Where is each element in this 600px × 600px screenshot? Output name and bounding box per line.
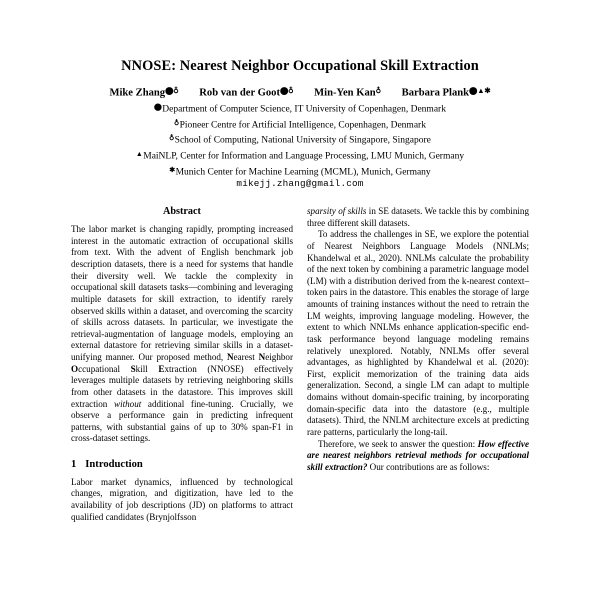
research-question-paragraph bbox=[307, 439, 529, 474]
abstract-text-1: The labor market is changing rapidly, prompting increased interest in the automatic extraction of occupational skills from text. With the advent of English benchmark job description datasets, there is a need for systems that handle their diversity well. We tackle the complexity in occupational skill datasets tasks—combining and leveraging multiple datasets for skill extraction, to identify rarely observed skills within a dataset, and overcoming the scarcity of skills across datasets. In particular, we investigate the retrieval-augmentation of language models, employing an external datastore for retrieving similar skills in a dataset-unifying manner. Our proposed method, bbox=[71, 224, 293, 363]
continued-emphasis: sparsity of skills bbox=[307, 206, 367, 216]
method-word-4: kill bbox=[135, 363, 159, 374]
section-heading-introduction bbox=[71, 459, 293, 471]
affiliation-text: School of Computing, National University of Singapore, Singapore bbox=[174, 135, 431, 146]
method-initial: N bbox=[258, 352, 266, 363]
method-initial: E bbox=[158, 363, 165, 374]
continued-paragraph bbox=[307, 206, 529, 229]
method-word-1: earest bbox=[233, 352, 259, 363]
affiliation-symbol: ♁ bbox=[174, 118, 180, 127]
column-left bbox=[71, 206, 293, 523]
introduction-paragraph: Labor market dynamics, influenced by technological changes, migration, and digitization, have led to the availability of job descriptions (JD) on platforms to attract qualified candidates (Brynjolfsson bbox=[71, 476, 293, 522]
affiliation-line bbox=[40, 101, 560, 117]
body-paragraph: To address the challenges in SE, we explore the potential of Nearest Neighbors Language Models (NNLMs; Khandelwal et al., 2020). NNLMs calculate the probability of the next token by combining a parametric language model (LM) with a distribution derived from the k-nearest context–token pairs in the datastore. This enables the storage of large amounts of training instances without the need to retrain the LM weights, improving language modeling. However, the extent to which NNLMs enhance application-specific end-task performance beyond language modeling remains relatively unexplored. Notably, NNLMs offer several advantages, as highlighted by Khandelwal et al. (2020): First, explicit memorization of the training data aids generalization. Second, a single LM can adapt to multiple domains without domain-specific training, by incorporating domain-specific data into the datastore (e.g., multiple datasets). Third, the NNLM architecture excels at predicting rare patterns, particularly the long-tail. bbox=[307, 229, 529, 437]
affiliation-text: Munich Center for Machine Learning (MCML), Munich, Germany bbox=[175, 167, 431, 178]
affiliation-text: MaiNLP, Center for Information and Language Processing, LMU Munich, Germany bbox=[143, 151, 465, 162]
affiliation-symbol: ▲ bbox=[135, 150, 143, 159]
author-list bbox=[50, 86, 550, 99]
rq-trailing: Our contributions are as follows: bbox=[367, 461, 490, 472]
method-initial: S bbox=[130, 363, 136, 374]
affiliation-list bbox=[40, 101, 560, 180]
affiliation-line bbox=[40, 148, 560, 164]
author-entry bbox=[109, 86, 178, 99]
author-entry bbox=[199, 86, 293, 99]
affiliation-line bbox=[40, 117, 560, 133]
method-initial: O bbox=[71, 363, 79, 374]
page-title: NNOSE: Nearest Neighbor Occupational Skill Extraction bbox=[121, 58, 479, 74]
abstract-heading: Abstract bbox=[163, 206, 201, 217]
author-name: Barbara Plank bbox=[401, 87, 470, 99]
title-block bbox=[50, 58, 550, 75]
author-entry bbox=[314, 86, 381, 99]
affiliation-symbol: ⬤♁ bbox=[280, 86, 294, 95]
method-word-3: ccupational bbox=[78, 363, 131, 374]
affiliation-symbol: ✱ bbox=[169, 165, 176, 174]
author-name: Rob van der Goot bbox=[199, 87, 280, 99]
continued-text: in SE datasets. We tackle this by combining three different skill datasets. bbox=[307, 206, 529, 228]
affiliation-symbol: ⬤♁ bbox=[165, 86, 179, 95]
column-right bbox=[307, 206, 529, 473]
affiliation-text: Pioneer Centre for Artificial Intelligence, Copenhagen, Denmark bbox=[179, 120, 426, 131]
abstract-emphasis: without bbox=[114, 398, 142, 409]
method-word-5: xtraction bbox=[164, 363, 197, 374]
affiliation-text: Department of Computer Science, IT University of Copenhagen, Denmark bbox=[162, 104, 446, 115]
abstract-body bbox=[71, 224, 293, 445]
method-initial: N bbox=[227, 352, 234, 363]
method-word-2: eighbor bbox=[265, 352, 293, 363]
section-title: Introduction bbox=[85, 459, 143, 471]
abstract-text-3: additional fine-tuning. Crucially, we observe a performance gain in predicting infrequent patterns, with substantial gains of up to 30% span-F1 in cross-dataset settings. bbox=[71, 398, 293, 444]
affiliation-symbol: ⬤ bbox=[154, 103, 162, 111]
section-number: 1 bbox=[71, 459, 77, 471]
rq-lead-in: Therefore, we seek to answer the question: bbox=[318, 438, 478, 449]
affiliation-symbol: ⬤▲✱ bbox=[469, 86, 491, 95]
abstract-text-2: (NNOSE) effectively leverages multiple datasets by retrieving neighboring skills from other datasets in the datastore. This improves skill extraction bbox=[71, 363, 294, 409]
contact-email[interactable]: mikejj.zhang@gmail.com bbox=[236, 178, 364, 189]
affiliation-symbol: ♁ bbox=[169, 134, 175, 143]
affiliation-symbol: ♁ bbox=[375, 86, 381, 95]
author-name: Mike Zhang bbox=[109, 87, 166, 99]
author-entry bbox=[402, 86, 491, 99]
affiliation-line bbox=[40, 132, 560, 148]
research-question: How effective are nearest neighbors retrieval methods for occupational skill extraction? bbox=[307, 438, 529, 472]
author-name: Min-Yen Kan bbox=[314, 87, 376, 99]
